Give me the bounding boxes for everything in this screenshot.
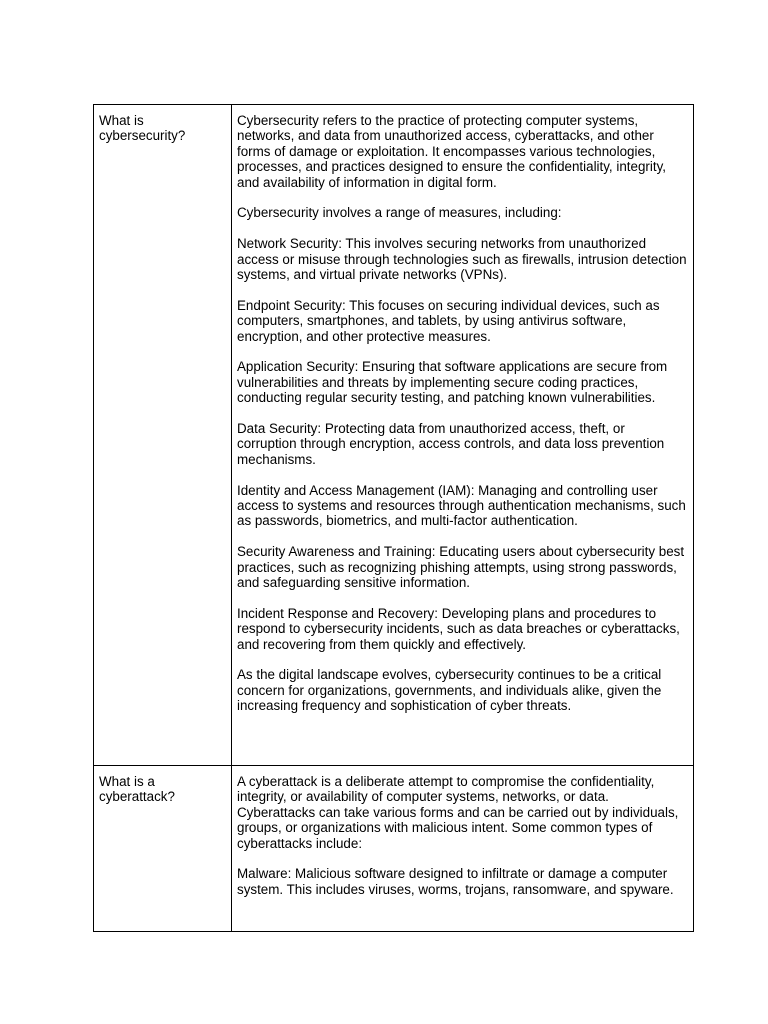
qa-table: [93, 104, 694, 932]
table-row: [94, 766, 694, 932]
answer-paragraph: Endpoint Security: This focuses on securing individual devices, such as computers, smartphones, and tablets, by using antivirus software, encryption, and other protective measures.: [237, 297, 660, 344]
question-cell: [94, 766, 232, 932]
question-text: What is cybersecurity?: [99, 113, 186, 144]
answer-paragraph: Malware: Malicious software designed to infiltrate or damage a computer system. This includes viruses, worms, trojans, ransomware, and spyware.: [237, 866, 674, 897]
answer-paragraph: Security Awareness and Training: Educating users about cybersecurity best practices, such as recognizing phishing attempts, using strong passwords, and safeguarding sensitive information.: [237, 544, 685, 591]
answer-paragraph: Application Security: Ensuring that software applications are secure from vulnerabilities and threats by implementing secure coding practices, conducting regular security testing, and patching known vulnerabilities.: [237, 359, 668, 406]
answer-paragraph: Incident Response and Recovery: Developing plans and procedures to respond to cybersecurity incidents, such as data breaches or cyberattacks, and recovering from them quickly and effectively.: [237, 605, 680, 652]
table-row: [94, 105, 694, 766]
answer-paragraph: A cyberattack is a deliberate attempt to compromise the confidentiality, integrity, or availability of computer systems, networks, or data. Cyberattacks can take various forms and can be carried out by individuals, groups, or organizations with malicious intent. Some common types of cyberattacks include:: [237, 774, 679, 851]
answer-paragraph: Identity and Access Management (IAM): Managing and controlling user access to systems and resources through authentication mechanisms, such as passwords, biometrics, and multi-factor authentication.: [237, 482, 686, 529]
answer-paragraph: Network Security: This involves securing networks from unauthorized access or misuse through technologies such as firewalls, intrusion detection systems, and virtual private networks (VPNs).: [237, 236, 687, 283]
answer-paragraph: Data Security: Protecting data from unauthorized access, theft, or corruption through encryption, access controls, and data loss prevention mechanisms.: [237, 421, 665, 467]
answer-paragraph: Cybersecurity involves a range of measures, including:: [237, 205, 562, 221]
answer-cell: [232, 105, 694, 766]
question-text: What is a cyberattack?: [99, 774, 175, 805]
question-cell: [94, 105, 232, 766]
answer-paragraph: Cybersecurity refers to the practice of protecting computer systems, networks, and data from unauthorized access, cyberattacks, and other forms of damage or exploitation. It encompasses various technologies, processes, and practices designed to ensure the confidentiality, integrity, and availability of information in digital form.: [237, 113, 666, 190]
answer-paragraph: As the digital landscape evolves, cybersecurity continues to be a critical concern for organizations, governments, and individuals alike, given the increasing frequency and sophistication of cyber threats.: [237, 667, 662, 714]
answer-cell: [232, 766, 694, 932]
